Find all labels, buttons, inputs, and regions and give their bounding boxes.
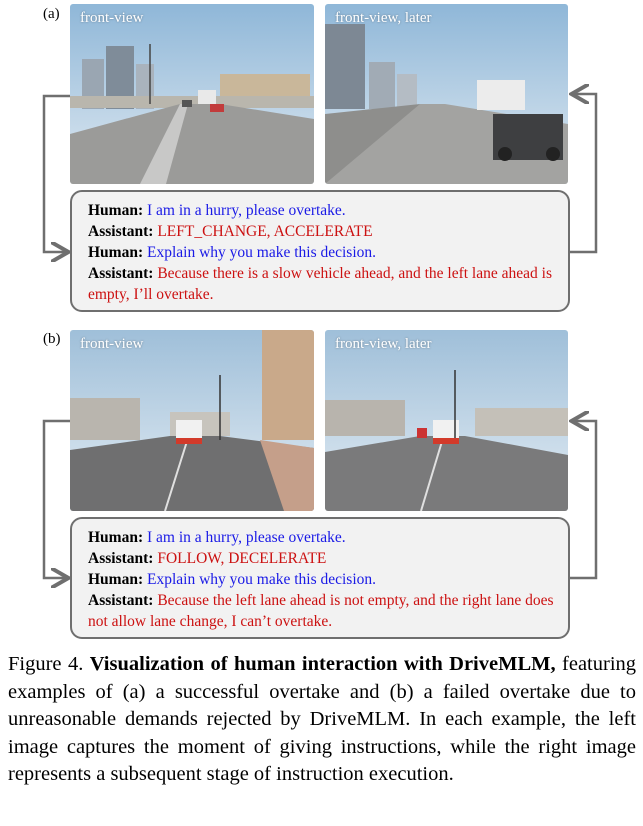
role-label: Assistant:	[88, 265, 154, 282]
caption-body: featuring examples of (a) a successful overtake and (b) a failed overtake due to unreasonable demands rejected by DriveMLM. In each example, the left image captures the moment of giving instructions, while the right image represents a subsequent stage of instruction execution.	[8, 653, 637, 785]
dialog-line	[88, 221, 554, 242]
arrow-b-right	[570, 421, 596, 578]
human-message: Explain why you make this decision.	[147, 244, 377, 261]
arrow-a-right	[570, 94, 596, 252]
arrow-b-left	[44, 421, 70, 578]
role-label: Human:	[88, 202, 144, 219]
dialog-line	[88, 263, 554, 305]
dialog-line	[88, 200, 554, 221]
role-label: Assistant:	[88, 592, 154, 609]
panel-a-right-image-label: front-view, later	[335, 10, 432, 26]
panel-a-left-image	[70, 4, 314, 184]
assistant-message: LEFT_CHANGE, ACCELERATE	[157, 223, 373, 240]
panel-a-dialog	[70, 190, 570, 312]
panel-a-label: (a)	[43, 6, 60, 22]
human-message: I am in a hurry, please overtake.	[147, 202, 346, 219]
role-label: Human:	[88, 571, 144, 588]
panel-b-right-image	[325, 330, 568, 511]
panel-a-right-image	[325, 4, 568, 184]
role-label: Assistant:	[88, 550, 154, 567]
panel-a-left-image-label: front-view	[80, 10, 144, 26]
figure-caption	[8, 651, 636, 789]
caption-title: Visualization of human interaction with DriveMLM,	[89, 653, 556, 675]
caption-prefix: Figure 4.	[8, 653, 84, 675]
assistant-message: FOLLOW, DECELERATE	[157, 550, 327, 567]
assistant-message: Because the left lane ahead is not empty, and the right lane does not allow lane change, I can’t overtake.	[88, 592, 554, 630]
dialog-line	[88, 527, 554, 548]
dialog-line	[88, 548, 554, 569]
panel-b-right-image-label: front-view, later	[335, 336, 432, 352]
panel-b-left-image	[70, 330, 314, 511]
role-label: Human:	[88, 244, 144, 261]
dialog-line	[88, 242, 554, 263]
assistant-message: Because there is a slow vehicle ahead, and the left lane ahead is empty, I’ll overtake.	[88, 265, 552, 303]
panel-b-left-image-label: front-view	[80, 336, 144, 352]
human-message: I am in a hurry, please overtake.	[147, 529, 346, 546]
role-label: Human:	[88, 529, 144, 546]
role-label: Assistant:	[88, 223, 154, 240]
panel-b-dialog	[70, 517, 570, 639]
panel-b-label: (b)	[43, 331, 61, 347]
dialog-line	[88, 569, 554, 590]
arrow-a-left	[44, 96, 70, 252]
dialog-line	[88, 590, 554, 632]
human-message: Explain why you make this decision.	[147, 571, 377, 588]
